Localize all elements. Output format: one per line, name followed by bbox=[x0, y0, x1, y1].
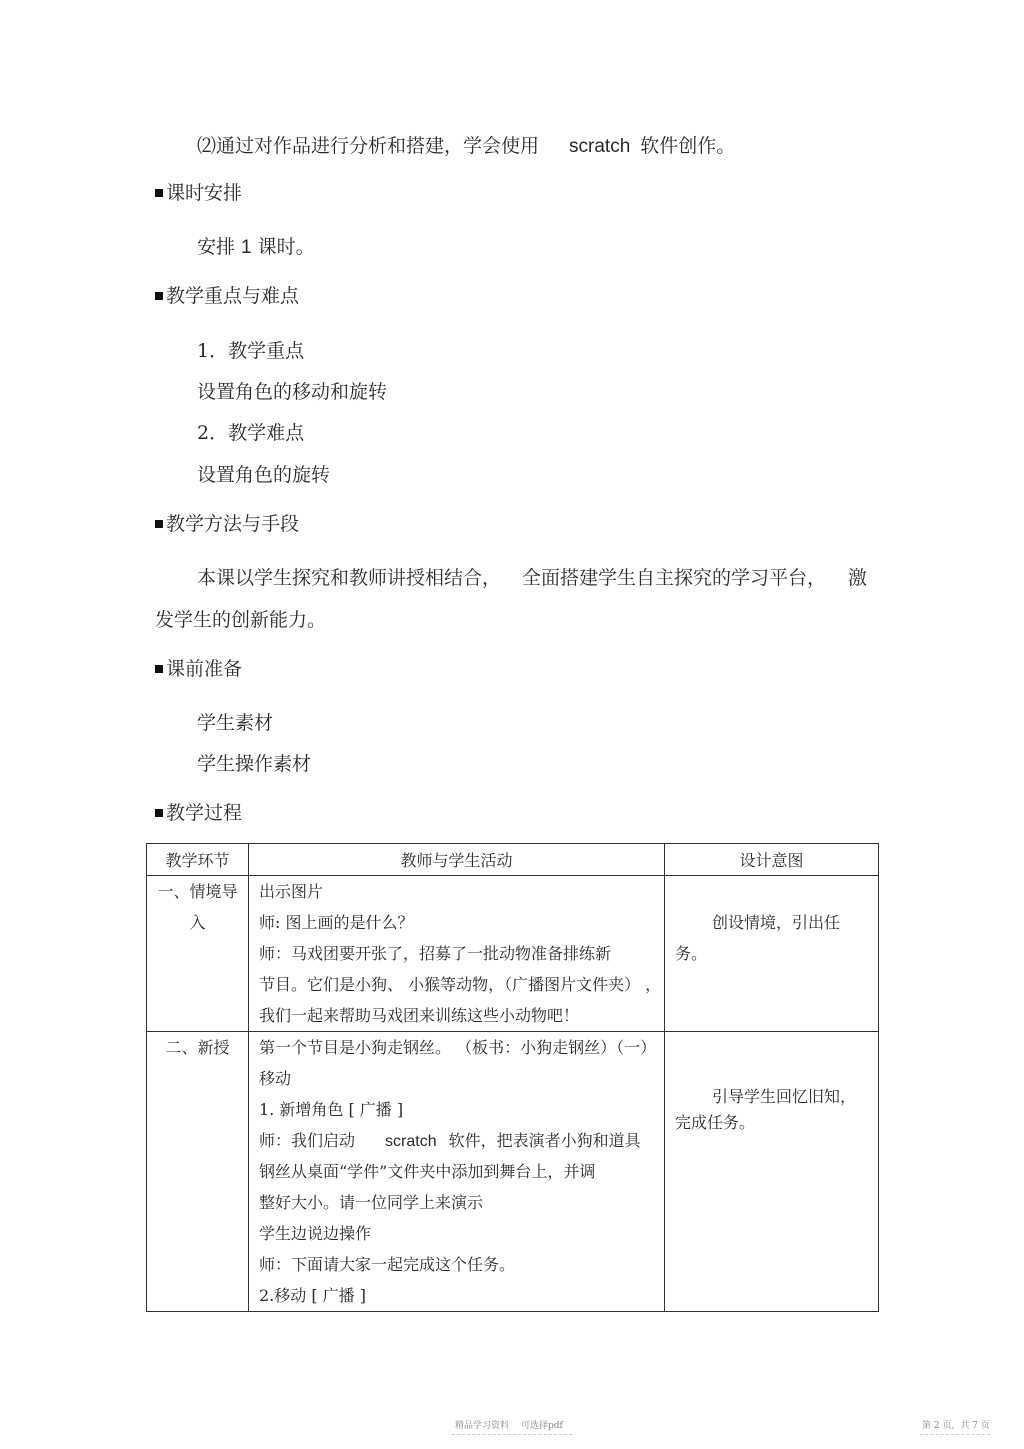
intent-line: 务。 bbox=[675, 944, 708, 963]
table-row bbox=[147, 876, 879, 1032]
lesson-process-table bbox=[146, 843, 879, 1312]
activity-line: 2.移动 [ 广播 ] bbox=[259, 1286, 367, 1305]
header-activities: 教师与学生活动 bbox=[249, 844, 665, 876]
methods-line-1a: 本课以学生探究和教师讲授相结合， bbox=[197, 567, 502, 589]
methods-line-1b: 全面搭建学生自主探究的学习平台， bbox=[522, 567, 827, 589]
activity-line: 师: 图上画的是什么？ bbox=[259, 913, 414, 932]
activity-line: 第一个节目是小狗走钢丝。 （板书：小狗走钢丝）（一） bbox=[259, 1038, 657, 1057]
schedule-num: 1 bbox=[241, 237, 252, 258]
scratch-word: scratch bbox=[569, 136, 631, 157]
keypoint-2-text: 设置角色的旋转 bbox=[197, 464, 331, 486]
activities-cell bbox=[249, 1032, 665, 1312]
intent-cell bbox=[665, 876, 879, 1032]
objective-2-text: ⑵通过对作品进行分析和搭建，学会使用 bbox=[197, 135, 540, 157]
intent-line: 引导学生回忆旧知， bbox=[712, 1087, 857, 1106]
activity-line bbox=[259, 1125, 664, 1156]
square-bullet-icon bbox=[155, 665, 163, 673]
table-header-row bbox=[147, 844, 879, 876]
keypoints-title: 教学重点与难点 bbox=[166, 285, 300, 307]
stage-cell bbox=[147, 876, 249, 1032]
schedule-suffix: 课时。 bbox=[257, 236, 315, 258]
section-heading-schedule bbox=[155, 181, 242, 205]
keypoint-1-title: 1．教学重点 bbox=[197, 340, 305, 362]
section-heading-methods bbox=[155, 512, 299, 536]
header-stage: 教学环节 bbox=[147, 844, 249, 876]
activity-line: 学生边说边操作 bbox=[259, 1224, 372, 1243]
section-heading-prep bbox=[155, 657, 242, 681]
activity-line: 钢丝从桌面“学件”文件夹中添加到舞台上，并调 bbox=[259, 1162, 596, 1181]
section-heading-keypoints bbox=[155, 284, 299, 308]
schedule-prefix: 安排 bbox=[197, 236, 236, 258]
footer-text: 可选择pdf bbox=[521, 1421, 563, 1431]
activity-line: 师：下面请大家一起完成这个任务。 bbox=[259, 1255, 516, 1274]
activity-line: 节目。它们是小狗、 小猴等动物，（广播图片文件夹） ， bbox=[259, 975, 662, 994]
activity-line: 我们一起来帮助马戏团来训练这些小动物吧！ bbox=[259, 1006, 580, 1025]
objective-2 bbox=[197, 134, 735, 159]
keypoint-2-title: 2．教学难点 bbox=[197, 422, 305, 444]
footer-text: 精品学习资料 bbox=[455, 1421, 510, 1431]
section-heading-process bbox=[155, 801, 242, 825]
activity-line: 师：马戏团要开张了，招募了一批动物准备排练新 bbox=[259, 944, 612, 963]
methods-title: 教学方法与手段 bbox=[166, 513, 300, 535]
footer-divider bbox=[452, 1434, 572, 1435]
footer-page-number: 第 2 页，共 7 页 bbox=[922, 1421, 990, 1431]
process-title: 教学过程 bbox=[166, 802, 243, 824]
activities-cell bbox=[249, 876, 665, 1032]
activity-text: 师：我们启动 bbox=[259, 1131, 356, 1150]
methods-line-1c: 激 bbox=[848, 567, 868, 589]
intent-line: 创设情境，引出任 bbox=[712, 913, 841, 932]
objective-2-tail: 软件创作。 bbox=[640, 135, 736, 157]
table-row bbox=[147, 1032, 879, 1312]
methods-line-2: 发学生的创新能力。 bbox=[155, 609, 327, 631]
stage-line: 一、情境导 bbox=[157, 882, 238, 901]
prep-item-2: 学生操作素材 bbox=[197, 753, 312, 775]
stage-cell bbox=[147, 1032, 249, 1312]
square-bullet-icon bbox=[155, 520, 163, 528]
schedule-text bbox=[197, 235, 315, 260]
intent-cell bbox=[665, 1032, 879, 1312]
activity-line: 1. 新增角色 [ 广播 ] bbox=[259, 1100, 404, 1119]
activity-line: 移动 bbox=[259, 1069, 292, 1088]
square-bullet-icon bbox=[155, 189, 163, 197]
square-bullet-icon bbox=[155, 292, 163, 300]
keypoint-1-text: 设置角色的移动和旋转 bbox=[197, 381, 388, 403]
prep-title: 课前准备 bbox=[166, 658, 243, 680]
footer-divider bbox=[920, 1434, 990, 1435]
intent-line: 完成任务。 bbox=[675, 1113, 756, 1132]
stage-line: 入 bbox=[189, 913, 206, 932]
scratch-word: scratch bbox=[385, 1133, 437, 1150]
header-intent: 设计意图 bbox=[665, 844, 879, 876]
schedule-title: 课时安排 bbox=[166, 182, 243, 204]
prep-item-1: 学生素材 bbox=[197, 712, 274, 734]
square-bullet-icon bbox=[155, 809, 163, 817]
activity-line: 整好大小。请一位同学上来演示 bbox=[259, 1193, 484, 1212]
activity-line: 出示图片 bbox=[259, 882, 324, 901]
stage-line: 二、新授 bbox=[165, 1038, 230, 1057]
activity-text: 软件，把表演者小狗和道具 bbox=[448, 1131, 641, 1150]
footer-left bbox=[455, 1418, 563, 1431]
